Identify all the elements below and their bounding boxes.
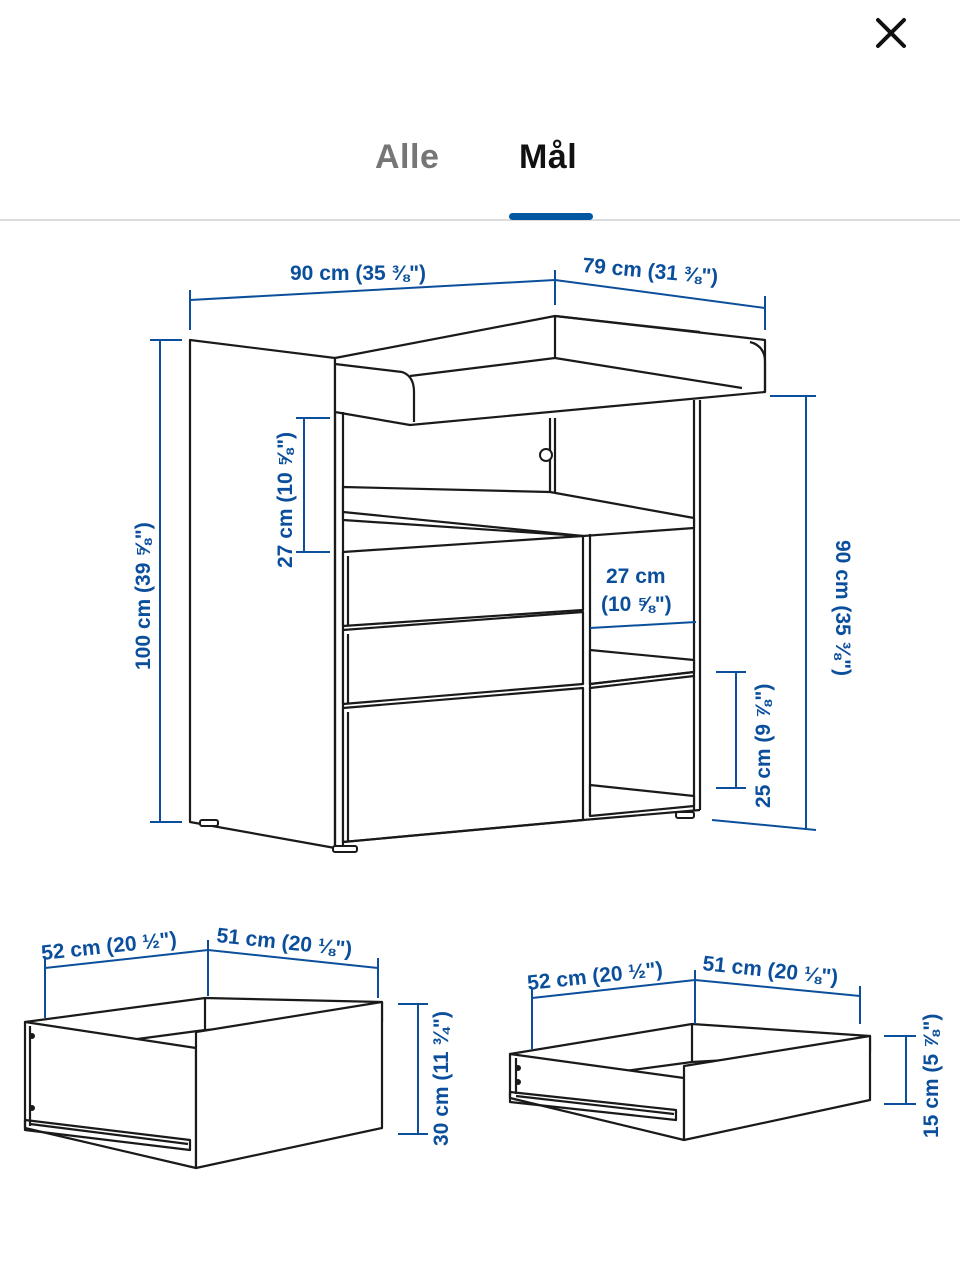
large-drawer-width-label: 52 cm (20 ½")	[40, 927, 178, 965]
shelf-height-label: 27 cm (10 ⅝")	[274, 431, 297, 568]
small-drawer-height-label: 15 cm (5 ⅞")	[920, 1013, 943, 1138]
small-drawer-illustration	[510, 1024, 870, 1140]
main-total-height-label: 100 cm (39 ⅝")	[132, 522, 155, 670]
compartment-width-label-1: 27 cm	[606, 565, 666, 588]
large-drawer-depth-label: 51 cm (20 ⅛")	[215, 924, 354, 962]
main-width-label: 90 cm (35 ⅜")	[290, 262, 427, 285]
main-table-height-label: 90 cm (35 ⅜")	[831, 540, 854, 677]
compartment-width-label-2: (10 ⅝")	[601, 593, 672, 616]
main-depth-label: 79 cm (31 ⅜")	[581, 254, 720, 289]
small-drawer-depth-label: 51 cm (20 ⅛")	[701, 952, 840, 990]
large-drawer-height-label: 30 cm (11 ¾")	[430, 1011, 453, 1146]
tab-alle[interactable]: Alle	[375, 138, 440, 176]
changing-table-illustration	[190, 316, 765, 852]
large-drawer-illustration	[25, 998, 382, 1168]
lower-shelf-height-label: 25 cm (9 ⅞")	[752, 683, 775, 808]
tab-maal[interactable]: Mål	[519, 138, 578, 176]
small-drawer-width-label: 52 cm (20 ½")	[526, 957, 664, 995]
